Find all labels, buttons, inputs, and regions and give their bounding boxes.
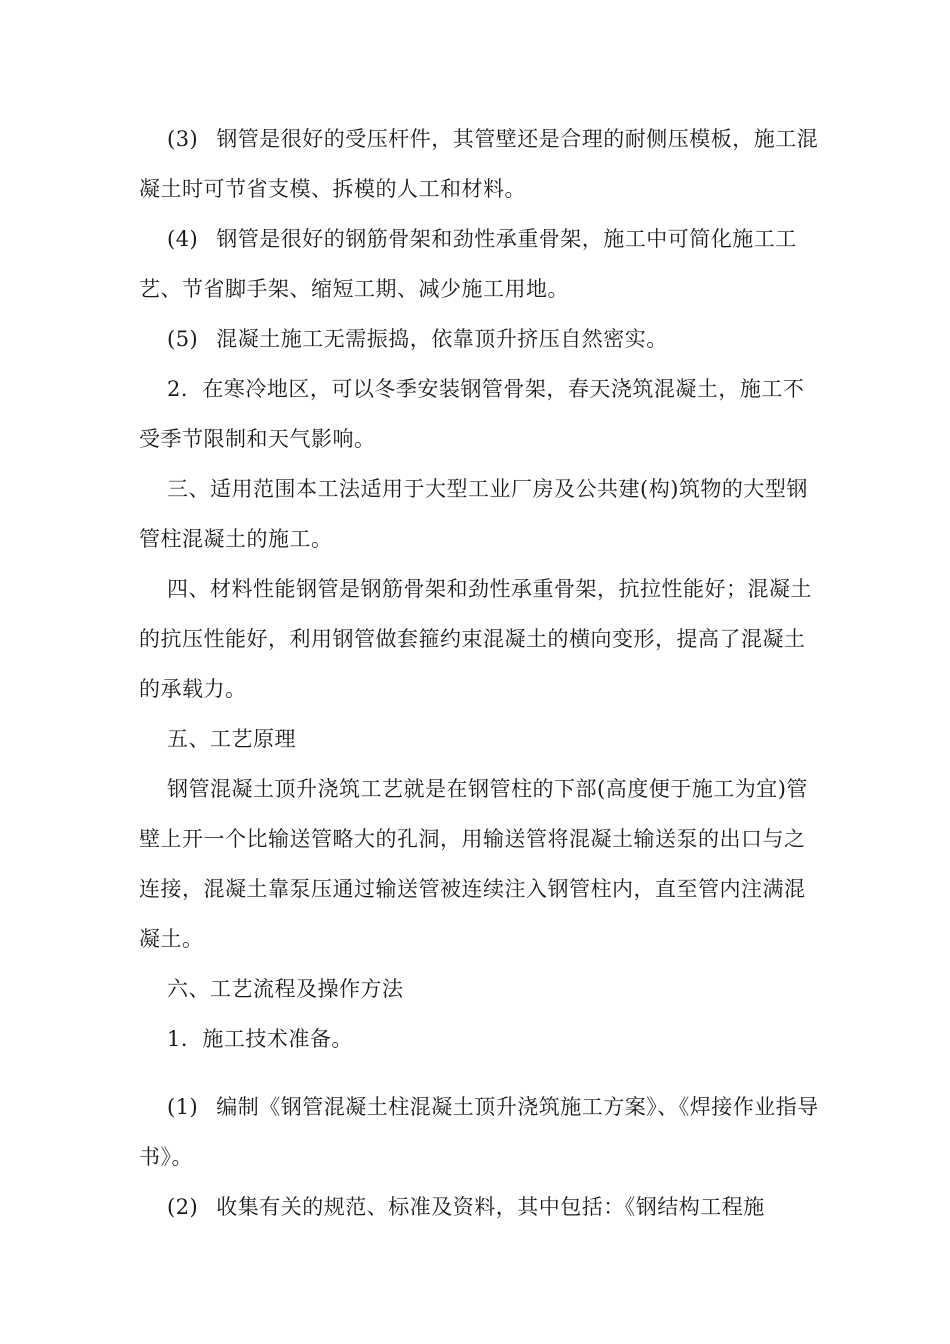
paragraph-text: 五、工艺原理 <box>167 727 296 751</box>
paragraph-item-4 <box>139 214 819 314</box>
paragraph-text: 钢管是很好的受压杆件，其管壁还是合理的耐侧压模板，施工混凝土时可节省支模、拆模的人工和材料。 <box>139 127 819 201</box>
item-number: (2) <box>167 1195 199 1219</box>
paragraph-item-5 <box>139 314 819 364</box>
paragraph-text: 混凝土施工无需振捣，依靠顶升挤压自然密实。 <box>216 327 668 351</box>
paragraph-text: 钢管是很好的钢筋骨架和劲性承重骨架，施工中可简化施工工艺、节省脚手架、缩短工期、减少施工用地。 <box>139 227 797 301</box>
document-body <box>139 114 819 1232</box>
paragraph-process-principle-body <box>139 764 819 964</box>
paragraph-item-3 <box>139 114 819 214</box>
paragraph-text: 六、工艺流程及操作方法 <box>167 977 404 1001</box>
item-number: (5) <box>167 327 199 351</box>
section-heading-material-properties <box>139 564 819 714</box>
section-heading-process-principle <box>139 714 819 764</box>
paragraph-point-2 <box>139 364 819 464</box>
subsection-heading-technical-preparation <box>139 1014 819 1064</box>
paragraph-item-q1 <box>139 1082 819 1182</box>
section-heading-applicability <box>139 464 819 564</box>
paragraph-text: 三、适用范围本工法适用于大型工业厂房及公共建(构)筑物的大型钢管柱混凝土的施工。 <box>139 477 808 551</box>
paragraph-text: 编制《钢管混凝土柱混凝土顶升浇筑施工方案》、《焊接作业指导书》。 <box>139 1095 819 1169</box>
item-number: (1) <box>167 1095 199 1119</box>
item-number: (3) <box>167 127 199 151</box>
paragraph-text: 2．在寒冷地区，可以冬季安装钢管骨架，春天浇筑混凝土，施工不受季节限制和天气影响。 <box>139 377 805 451</box>
section-heading-process-flow <box>139 964 819 1014</box>
paragraph-text: 1．施工技术准备。 <box>167 1027 353 1051</box>
paragraph-item-q2 <box>139 1182 819 1232</box>
item-number: (4) <box>167 227 199 251</box>
paragraph-text: 钢管混凝土顶升浇筑工艺就是在钢管柱的下部(高度便于施工为宜)管壁上开一个比输送管略大的孔洞，用输送管将混凝土输送泵的出口与之连接，混凝土靠泵压通过输送管被连续注入钢管柱内，直至管内注满混凝土。 <box>139 777 808 951</box>
paragraph-text: 四、材料性能钢管是钢筋骨架和劲性承重骨架，抗拉性能好；混凝土的抗压性能好，利用钢管做套箍约束混凝土的横向变形，提高了混凝土的承载力。 <box>139 577 812 701</box>
paragraph-text: 收集有关的规范、标准及资料，其中包括：《钢结构工程施 <box>216 1195 765 1219</box>
